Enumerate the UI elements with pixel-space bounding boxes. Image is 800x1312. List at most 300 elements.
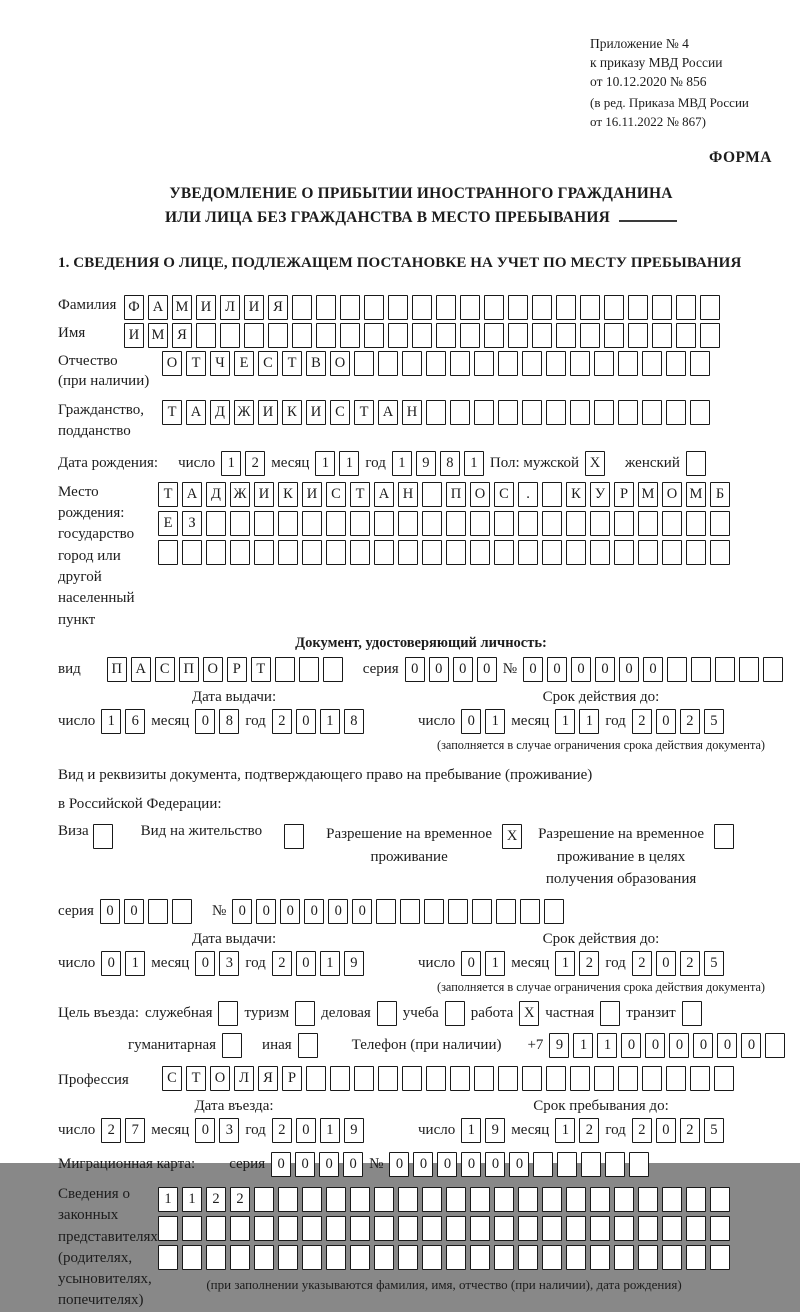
char-cell[interactable] <box>278 540 298 565</box>
char-cell[interactable] <box>618 1066 638 1091</box>
char-cell[interactable]: 0 <box>296 709 316 734</box>
char-cell[interactable] <box>614 1187 634 1212</box>
char-cell[interactable] <box>426 1066 446 1091</box>
char-cell[interactable]: 0 <box>429 657 449 682</box>
char-cell[interactable] <box>686 1187 706 1212</box>
char-cell[interactable] <box>460 323 480 348</box>
char-cell[interactable] <box>604 295 624 320</box>
char-cell[interactable] <box>666 1066 686 1091</box>
char-cell[interactable]: 0 <box>741 1033 761 1058</box>
char-cell[interactable] <box>326 540 346 565</box>
char-cell[interactable]: 0 <box>319 1152 339 1177</box>
char-cell[interactable]: 2 <box>245 451 265 476</box>
char-cell[interactable] <box>446 1187 466 1212</box>
char-cell[interactable]: 0 <box>461 1152 481 1177</box>
char-cell[interactable]: 0 <box>547 657 567 682</box>
char-cell[interactable]: О <box>662 482 682 507</box>
char-cell[interactable]: 0 <box>477 657 497 682</box>
char-cell[interactable] <box>218 1001 238 1026</box>
char-cell[interactable] <box>542 1216 562 1241</box>
char-cell[interactable] <box>522 1066 542 1091</box>
char-cell[interactable] <box>628 295 648 320</box>
char-cell[interactable]: 0 <box>271 1152 291 1177</box>
char-cell[interactable]: 0 <box>693 1033 713 1058</box>
char-cell[interactable] <box>436 323 456 348</box>
char-cell[interactable]: 1 <box>579 709 599 734</box>
char-cell[interactable] <box>642 1066 662 1091</box>
char-cell[interactable]: И <box>302 482 322 507</box>
char-cell[interactable]: Л <box>234 1066 254 1091</box>
char-cell[interactable]: С <box>326 482 346 507</box>
char-cell[interactable]: 9 <box>344 1118 364 1143</box>
char-cell[interactable] <box>295 1001 315 1026</box>
char-cell[interactable] <box>580 323 600 348</box>
char-cell[interactable]: 0 <box>461 709 481 734</box>
char-cell[interactable]: 0 <box>100 899 120 924</box>
char-cell[interactable] <box>662 540 682 565</box>
char-cell[interactable]: 2 <box>579 1118 599 1143</box>
char-cell[interactable]: Ж <box>234 400 254 425</box>
char-cell[interactable] <box>638 1216 658 1241</box>
char-cell[interactable] <box>686 1245 706 1270</box>
char-cell[interactable]: X <box>519 1001 539 1026</box>
char-cell[interactable] <box>686 511 706 536</box>
char-cell[interactable] <box>254 1216 274 1241</box>
char-cell[interactable]: 0 <box>656 1118 676 1143</box>
char-cell[interactable]: О <box>330 351 350 376</box>
char-cell[interactable] <box>532 295 552 320</box>
char-cell[interactable]: 2 <box>680 709 700 734</box>
char-cell[interactable]: Я <box>268 295 288 320</box>
char-cell[interactable] <box>518 1245 538 1270</box>
char-cell[interactable] <box>422 1187 442 1212</box>
char-cell[interactable] <box>604 323 624 348</box>
char-cell[interactable] <box>326 1187 346 1212</box>
char-cell[interactable] <box>446 1216 466 1241</box>
char-cell[interactable] <box>374 511 394 536</box>
char-cell[interactable] <box>450 400 470 425</box>
char-cell[interactable]: 3 <box>219 1118 239 1143</box>
char-cell[interactable]: 2 <box>272 1118 292 1143</box>
char-cell[interactable]: Д <box>206 482 226 507</box>
char-cell[interactable] <box>450 1066 470 1091</box>
char-cell[interactable] <box>690 1066 710 1091</box>
char-cell[interactable] <box>254 511 274 536</box>
char-cell[interactable]: 0 <box>413 1152 433 1177</box>
char-cell[interactable] <box>182 1245 202 1270</box>
char-cell[interactable] <box>638 1187 658 1212</box>
char-cell[interactable] <box>666 400 686 425</box>
char-cell[interactable] <box>402 1066 422 1091</box>
char-cell[interactable] <box>378 351 398 376</box>
char-cell[interactable] <box>652 295 672 320</box>
char-cell[interactable] <box>254 1245 274 1270</box>
char-cell[interactable]: 0 <box>485 1152 505 1177</box>
char-cell[interactable]: 2 <box>206 1187 226 1212</box>
char-cell[interactable]: О <box>470 482 490 507</box>
char-cell[interactable]: 0 <box>645 1033 665 1058</box>
char-cell[interactable] <box>682 1001 702 1026</box>
char-cell[interactable] <box>376 899 396 924</box>
char-cell[interactable]: 2 <box>632 951 652 976</box>
char-cell[interactable]: 2 <box>579 951 599 976</box>
char-cell[interactable]: 1 <box>315 451 335 476</box>
char-cell[interactable] <box>446 511 466 536</box>
char-cell[interactable] <box>557 1152 577 1177</box>
char-cell[interactable]: 2 <box>272 951 292 976</box>
char-cell[interactable] <box>594 400 614 425</box>
char-cell[interactable] <box>244 323 264 348</box>
char-cell[interactable] <box>350 1187 370 1212</box>
char-cell[interactable] <box>690 400 710 425</box>
char-cell[interactable]: Т <box>186 1066 206 1091</box>
char-cell[interactable] <box>474 400 494 425</box>
char-cell[interactable] <box>230 540 250 565</box>
char-cell[interactable]: И <box>196 295 216 320</box>
char-cell[interactable] <box>581 1152 601 1177</box>
char-cell[interactable] <box>254 1187 274 1212</box>
char-cell[interactable] <box>422 511 442 536</box>
char-cell[interactable] <box>350 1245 370 1270</box>
char-cell[interactable]: А <box>131 657 151 682</box>
char-cell[interactable]: Т <box>186 351 206 376</box>
char-cell[interactable] <box>374 1216 394 1241</box>
char-cell[interactable] <box>323 657 343 682</box>
char-cell[interactable]: 0 <box>621 1033 641 1058</box>
char-cell[interactable] <box>182 540 202 565</box>
char-cell[interactable]: 1 <box>125 951 145 976</box>
char-cell[interactable] <box>715 657 735 682</box>
char-cell[interactable] <box>158 1245 178 1270</box>
char-cell[interactable]: 0 <box>571 657 591 682</box>
char-cell[interactable] <box>436 295 456 320</box>
char-cell[interactable]: Е <box>234 351 254 376</box>
char-cell[interactable]: А <box>186 400 206 425</box>
char-cell[interactable] <box>570 400 590 425</box>
char-cell[interactable]: 0 <box>461 951 481 976</box>
char-cell[interactable] <box>448 899 468 924</box>
char-cell[interactable]: 0 <box>717 1033 737 1058</box>
char-cell[interactable] <box>542 511 562 536</box>
char-cell[interactable]: Р <box>227 657 247 682</box>
char-cell[interactable]: М <box>638 482 658 507</box>
char-cell[interactable]: 3 <box>219 951 239 976</box>
char-cell[interactable] <box>388 323 408 348</box>
char-cell[interactable]: С <box>258 351 278 376</box>
char-cell[interactable] <box>302 540 322 565</box>
char-cell[interactable] <box>614 1216 634 1241</box>
char-cell[interactable] <box>374 1245 394 1270</box>
char-cell[interactable] <box>388 295 408 320</box>
char-cell[interactable] <box>284 824 304 849</box>
char-cell[interactable] <box>566 1216 586 1241</box>
char-cell[interactable] <box>667 657 687 682</box>
char-cell[interactable] <box>542 1245 562 1270</box>
char-cell[interactable]: 2 <box>632 1118 652 1143</box>
char-cell[interactable] <box>498 1066 518 1091</box>
char-cell[interactable] <box>292 295 312 320</box>
char-cell[interactable] <box>556 295 576 320</box>
char-cell[interactable] <box>316 323 336 348</box>
char-cell[interactable]: 0 <box>619 657 639 682</box>
char-cell[interactable] <box>398 540 418 565</box>
char-cell[interactable] <box>765 1033 785 1058</box>
char-cell[interactable]: 0 <box>656 951 676 976</box>
char-cell[interactable] <box>275 657 295 682</box>
char-cell[interactable]: 0 <box>195 1118 215 1143</box>
char-cell[interactable] <box>614 511 634 536</box>
char-cell[interactable]: 1 <box>182 1187 202 1212</box>
char-cell[interactable]: 0 <box>304 899 324 924</box>
char-cell[interactable] <box>422 1216 442 1241</box>
char-cell[interactable] <box>398 1187 418 1212</box>
char-cell[interactable] <box>496 899 516 924</box>
char-cell[interactable] <box>522 400 542 425</box>
char-cell[interactable]: К <box>278 482 298 507</box>
char-cell[interactable] <box>470 1216 490 1241</box>
char-cell[interactable] <box>206 511 226 536</box>
char-cell[interactable] <box>662 511 682 536</box>
char-cell[interactable] <box>364 323 384 348</box>
char-cell[interactable] <box>222 1033 242 1058</box>
char-cell[interactable] <box>326 1216 346 1241</box>
char-cell[interactable] <box>676 295 696 320</box>
char-cell[interactable]: 0 <box>296 1118 316 1143</box>
char-cell[interactable]: Я <box>172 323 192 348</box>
char-cell[interactable]: 1 <box>555 1118 575 1143</box>
char-cell[interactable]: Ч <box>210 351 230 376</box>
char-cell[interactable]: 0 <box>195 951 215 976</box>
char-cell[interactable] <box>518 540 538 565</box>
char-cell[interactable]: 0 <box>280 899 300 924</box>
char-cell[interactable] <box>546 400 566 425</box>
char-cell[interactable]: Я <box>258 1066 278 1091</box>
char-cell[interactable]: Т <box>158 482 178 507</box>
char-cell[interactable]: И <box>124 323 144 348</box>
char-cell[interactable] <box>686 540 706 565</box>
char-cell[interactable]: 0 <box>509 1152 529 1177</box>
char-cell[interactable] <box>470 1245 490 1270</box>
char-cell[interactable] <box>518 1187 538 1212</box>
char-cell[interactable] <box>340 295 360 320</box>
char-cell[interactable] <box>172 899 192 924</box>
char-cell[interactable] <box>326 1245 346 1270</box>
char-cell[interactable] <box>292 323 312 348</box>
char-cell[interactable]: А <box>182 482 202 507</box>
char-cell[interactable]: 2 <box>680 1118 700 1143</box>
char-cell[interactable] <box>470 540 490 565</box>
char-cell[interactable]: 0 <box>343 1152 363 1177</box>
char-cell[interactable]: 0 <box>595 657 615 682</box>
char-cell[interactable]: И <box>258 400 278 425</box>
char-cell[interactable] <box>686 1216 706 1241</box>
char-cell[interactable]: С <box>162 1066 182 1091</box>
char-cell[interactable] <box>629 1152 649 1177</box>
char-cell[interactable] <box>714 1066 734 1091</box>
char-cell[interactable] <box>302 511 322 536</box>
char-cell[interactable] <box>710 1245 730 1270</box>
char-cell[interactable] <box>278 1245 298 1270</box>
char-cell[interactable] <box>594 351 614 376</box>
char-cell[interactable] <box>666 351 686 376</box>
char-cell[interactable] <box>700 323 720 348</box>
char-cell[interactable] <box>268 323 288 348</box>
char-cell[interactable] <box>158 540 178 565</box>
char-cell[interactable] <box>544 899 564 924</box>
char-cell[interactable] <box>206 1216 226 1241</box>
char-cell[interactable] <box>498 351 518 376</box>
char-cell[interactable]: 1 <box>101 709 121 734</box>
char-cell[interactable] <box>494 1216 514 1241</box>
char-cell[interactable] <box>590 1187 610 1212</box>
char-cell[interactable] <box>316 295 336 320</box>
char-cell[interactable]: 2 <box>680 951 700 976</box>
char-cell[interactable]: З <box>182 511 202 536</box>
char-cell[interactable] <box>306 1066 326 1091</box>
char-cell[interactable] <box>398 511 418 536</box>
char-cell[interactable] <box>230 1245 250 1270</box>
char-cell[interactable] <box>472 899 492 924</box>
char-cell[interactable] <box>690 351 710 376</box>
char-cell[interactable]: У <box>590 482 610 507</box>
char-cell[interactable]: 2 <box>632 709 652 734</box>
char-cell[interactable] <box>298 1033 318 1058</box>
char-cell[interactable]: А <box>374 482 394 507</box>
char-cell[interactable]: 9 <box>485 1118 505 1143</box>
char-cell[interactable]: 1 <box>320 1118 340 1143</box>
char-cell[interactable]: Т <box>251 657 271 682</box>
char-cell[interactable]: К <box>566 482 586 507</box>
char-cell[interactable]: Т <box>162 400 182 425</box>
char-cell[interactable] <box>350 511 370 536</box>
char-cell[interactable]: 1 <box>339 451 359 476</box>
char-cell[interactable] <box>398 1216 418 1241</box>
char-cell[interactable] <box>230 511 250 536</box>
char-cell[interactable] <box>374 540 394 565</box>
char-cell[interactable] <box>546 1066 566 1091</box>
char-cell[interactable] <box>532 323 552 348</box>
char-cell[interactable]: 2 <box>272 709 292 734</box>
char-cell[interactable] <box>378 1066 398 1091</box>
char-cell[interactable] <box>546 351 566 376</box>
char-cell[interactable] <box>566 511 586 536</box>
char-cell[interactable] <box>206 1245 226 1270</box>
char-cell[interactable]: М <box>172 295 192 320</box>
char-cell[interactable] <box>182 1216 202 1241</box>
char-cell[interactable]: О <box>210 1066 230 1091</box>
char-cell[interactable] <box>686 451 706 476</box>
char-cell[interactable] <box>652 323 672 348</box>
char-cell[interactable] <box>474 351 494 376</box>
char-cell[interactable] <box>710 511 730 536</box>
char-cell[interactable]: Ж <box>230 482 250 507</box>
char-cell[interactable] <box>494 511 514 536</box>
char-cell[interactable] <box>470 511 490 536</box>
char-cell[interactable] <box>302 1245 322 1270</box>
char-cell[interactable] <box>580 295 600 320</box>
char-cell[interactable] <box>446 1245 466 1270</box>
char-cell[interactable] <box>570 351 590 376</box>
char-cell[interactable]: 8 <box>344 709 364 734</box>
char-cell[interactable]: 1 <box>392 451 412 476</box>
char-cell[interactable]: О <box>162 351 182 376</box>
char-cell[interactable]: 0 <box>232 899 252 924</box>
char-cell[interactable]: В <box>306 351 326 376</box>
char-cell[interactable] <box>520 899 540 924</box>
char-cell[interactable]: М <box>686 482 706 507</box>
char-cell[interactable] <box>638 1245 658 1270</box>
char-cell[interactable] <box>618 400 638 425</box>
char-cell[interactable] <box>398 1245 418 1270</box>
char-cell[interactable]: 9 <box>416 451 436 476</box>
char-cell[interactable] <box>628 323 648 348</box>
char-cell[interactable]: 1 <box>555 709 575 734</box>
char-cell[interactable] <box>566 540 586 565</box>
char-cell[interactable] <box>484 295 504 320</box>
char-cell[interactable]: 0 <box>295 1152 315 1177</box>
char-cell[interactable]: К <box>282 400 302 425</box>
char-cell[interactable] <box>590 1245 610 1270</box>
char-cell[interactable]: 1 <box>320 951 340 976</box>
char-cell[interactable]: 9 <box>344 951 364 976</box>
char-cell[interactable]: 9 <box>549 1033 569 1058</box>
char-cell[interactable]: Р <box>614 482 634 507</box>
char-cell[interactable] <box>605 1152 625 1177</box>
char-cell[interactable]: 0 <box>124 899 144 924</box>
char-cell[interactable]: 0 <box>328 899 348 924</box>
char-cell[interactable] <box>426 400 446 425</box>
char-cell[interactable] <box>710 1187 730 1212</box>
char-cell[interactable] <box>470 1187 490 1212</box>
char-cell[interactable]: С <box>155 657 175 682</box>
char-cell[interactable]: Ф <box>124 295 144 320</box>
char-cell[interactable] <box>590 1216 610 1241</box>
char-cell[interactable] <box>354 1066 374 1091</box>
char-cell[interactable]: X <box>502 824 522 849</box>
char-cell[interactable]: Р <box>282 1066 302 1091</box>
char-cell[interactable]: 5 <box>704 1118 724 1143</box>
char-cell[interactable] <box>196 323 216 348</box>
char-cell[interactable] <box>570 1066 590 1091</box>
char-cell[interactable] <box>498 400 518 425</box>
char-cell[interactable]: Т <box>354 400 374 425</box>
char-cell[interactable] <box>566 1187 586 1212</box>
char-cell[interactable] <box>638 511 658 536</box>
char-cell[interactable] <box>402 351 422 376</box>
char-cell[interactable]: Л <box>220 295 240 320</box>
char-cell[interactable]: 2 <box>230 1187 250 1212</box>
char-cell[interactable]: 8 <box>219 709 239 734</box>
char-cell[interactable] <box>230 1216 250 1241</box>
char-cell[interactable]: 0 <box>389 1152 409 1177</box>
char-cell[interactable] <box>590 540 610 565</box>
char-cell[interactable] <box>494 1245 514 1270</box>
char-cell[interactable] <box>330 1066 350 1091</box>
char-cell[interactable] <box>518 1216 538 1241</box>
char-cell[interactable] <box>460 295 480 320</box>
char-cell[interactable] <box>542 482 562 507</box>
char-cell[interactable]: 6 <box>125 709 145 734</box>
char-cell[interactable]: 1 <box>158 1187 178 1212</box>
char-cell[interactable] <box>412 295 432 320</box>
char-cell[interactable] <box>700 295 720 320</box>
char-cell[interactable] <box>350 1216 370 1241</box>
char-cell[interactable]: 0 <box>101 951 121 976</box>
char-cell[interactable] <box>508 323 528 348</box>
char-cell[interactable] <box>614 1245 634 1270</box>
char-cell[interactable] <box>642 400 662 425</box>
char-cell[interactable] <box>614 540 634 565</box>
